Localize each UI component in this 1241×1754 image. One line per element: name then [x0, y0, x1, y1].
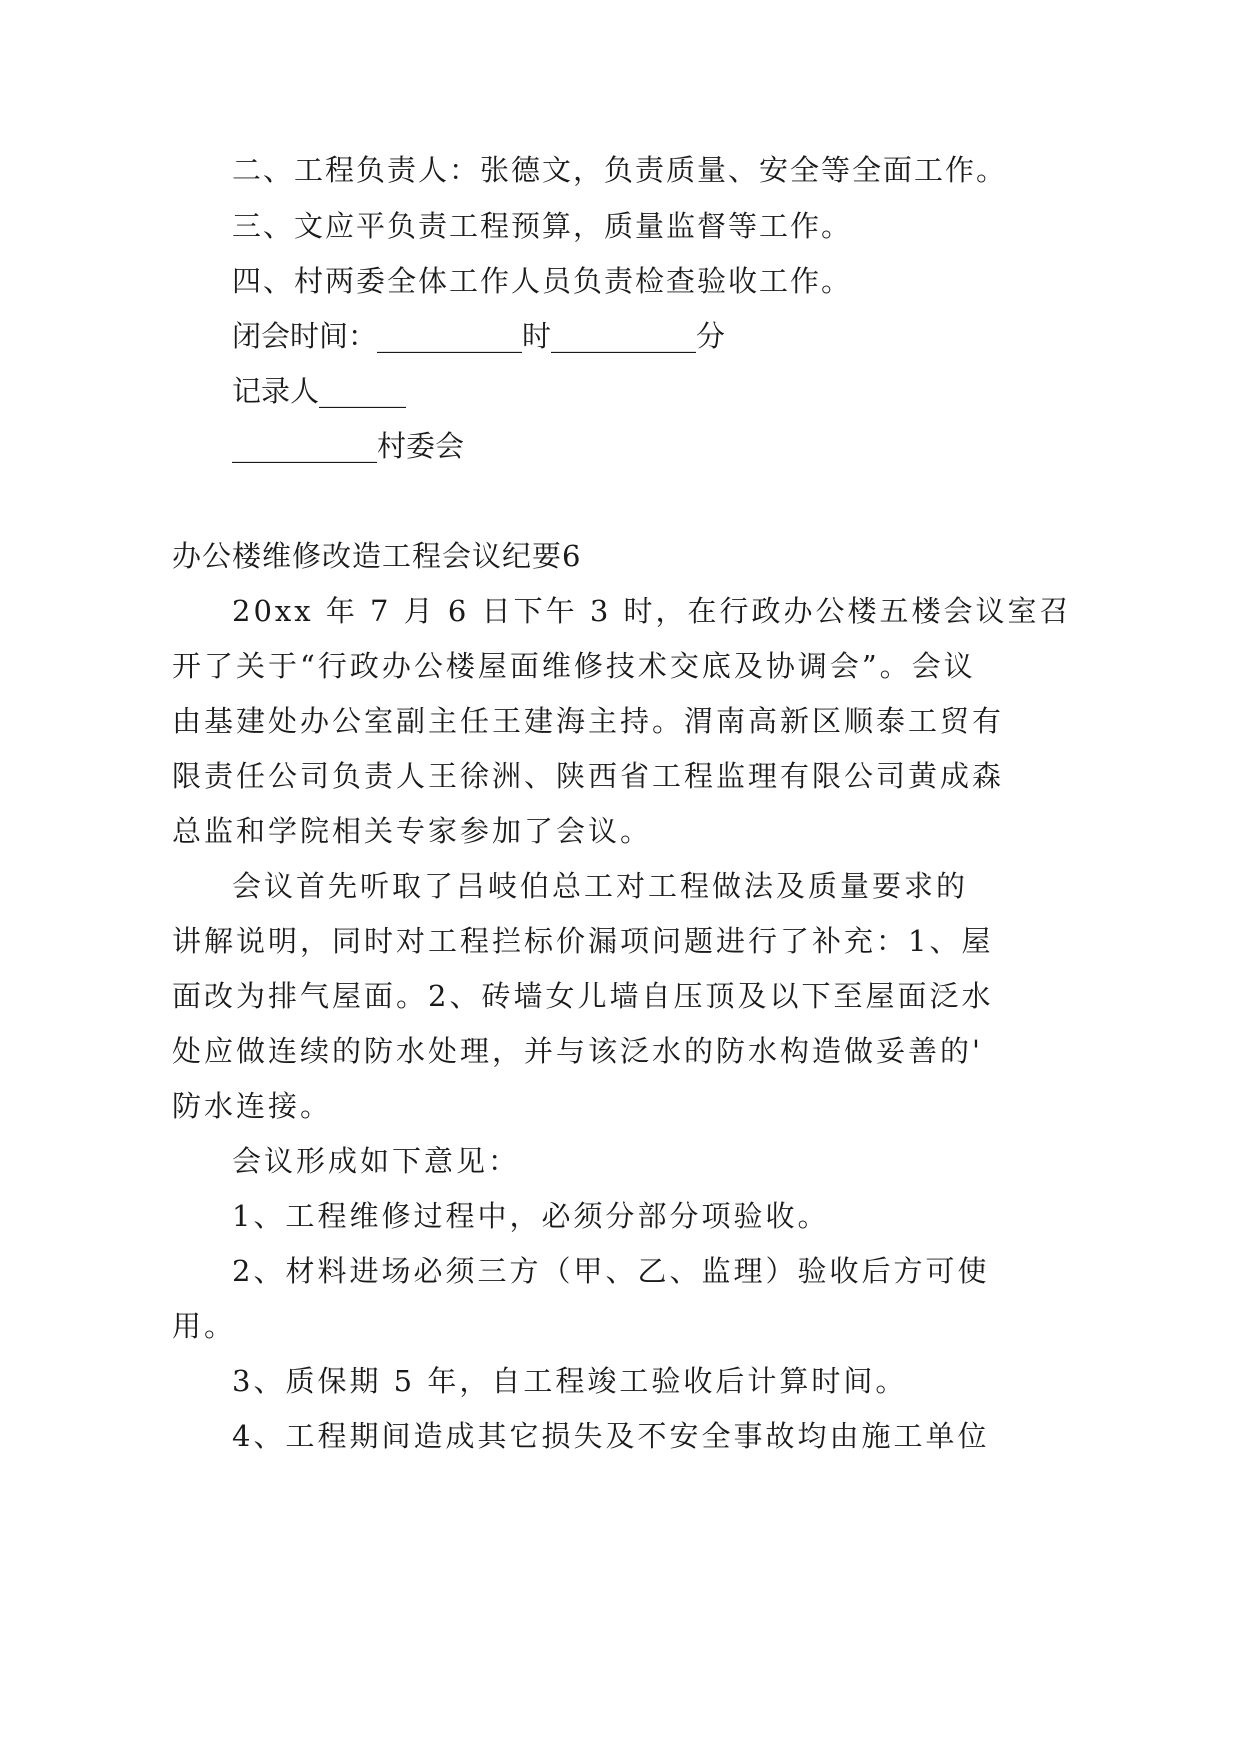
paragraph-1-line-2: 开了关于“行政办公楼屋面维修技术交底及协调会”。会议	[172, 649, 976, 683]
paragraph-2-line-1: 会议首先听取了吕岐伯总工对工程做法及质量要求的	[232, 869, 969, 903]
opinion-1: 1、工程维修过程中，必须分部分项验收。	[232, 1199, 830, 1233]
opinion-4: 4、工程期间造成其它损失及不安全事故均由施工单位	[232, 1419, 990, 1453]
item-3: 三、文应平负责工程预算，质量监督等工作。	[232, 209, 853, 243]
paragraph-2-line-4: 处应做连续的防水处理，并与该泛水的防水构造做妥善的'	[172, 1034, 983, 1068]
opinions-intro: 会议形成如下意见：	[232, 1144, 521, 1178]
paragraph-1-line-4: 限责任公司负责人王徐洲、陕西省工程监理有限公司黄成森	[172, 759, 1005, 793]
section-title: 办公楼维修改造工程会议纪要6	[172, 539, 582, 573]
opinion-3: 3、质保期 5 年，自工程竣工验收后计算时间。	[232, 1364, 908, 1398]
close-time: 闭会时间：__________时__________分	[232, 319, 726, 353]
opinion-2-line-2: 用。	[172, 1309, 237, 1343]
paragraph-2-line-2: 讲解说明，同时对工程拦标价漏项问题进行了补充：1、屋	[172, 924, 994, 958]
paragraph-2-line-3: 面改为排气屋面。2、砖墙女儿墙自压顶及以下至屋面泛水	[172, 979, 994, 1013]
paragraph-2-line-5: 防水连接。	[172, 1089, 333, 1123]
item-2: 二、工程负责人：张德文，负责质量、安全等全面工作。	[232, 153, 1008, 187]
paragraph-1-line-3: 由基建处办公室副主任王建海主持。渭南高新区顺泰工贸有	[172, 704, 1005, 738]
recorder: 记录人______	[232, 374, 407, 408]
paragraph-1-line-1: 20xx 年 7 月 6 日下午 3 时，在行政办公楼五楼会议室召	[232, 594, 1072, 628]
item-4: 四、村两委全体工作人员负责检查验收工作。	[232, 264, 853, 298]
paragraph-1-line-5: 总监和学院相关专家参加了会议。	[172, 814, 653, 848]
village-committee: __________村委会	[232, 429, 465, 463]
opinion-2-line-1: 2、材料进场必须三方（甲、乙、监理）验收后方可使	[232, 1254, 990, 1288]
